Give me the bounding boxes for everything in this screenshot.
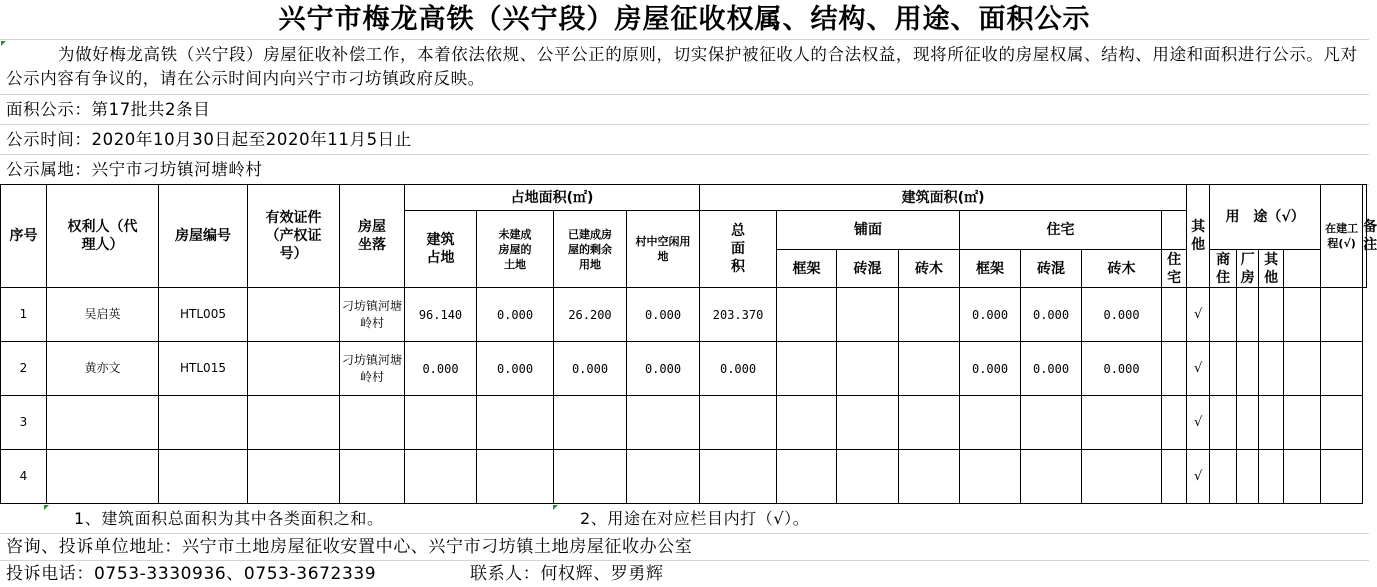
header-res-frame: 框架 <box>960 250 1021 288</box>
header-other: 其他 <box>1187 185 1210 288</box>
cell-remarks <box>1321 396 1363 450</box>
cell-owner <box>47 396 159 450</box>
header-remarks: 备注 <box>1363 185 1367 288</box>
table-row <box>1 396 1367 450</box>
cell-res-brick-concrete: 0.000 <box>1021 288 1082 342</box>
cell-usage-commercial <box>1210 450 1237 504</box>
cell-village-idle <box>627 450 700 504</box>
cell-cert <box>248 450 340 504</box>
page-title: 兴宁市梅龙高铁（兴宁段）房屋征收权属、结构、用途、面积公示 <box>0 0 1369 40</box>
cell-house-no <box>159 396 248 450</box>
cell-total-area: 0.000 <box>700 342 777 396</box>
header-usage: 用 途（√） <box>1210 185 1321 250</box>
cell-usage-other <box>1259 342 1284 396</box>
cell-owner: 吴启英 <box>47 288 159 342</box>
cell-remarks <box>1321 288 1363 342</box>
header-shop-frame: 框架 <box>777 250 837 288</box>
cell-building-footprint <box>405 450 477 504</box>
cell-under-construction <box>1284 288 1321 342</box>
cell-other <box>1162 450 1187 504</box>
cell-usage-factory <box>1237 396 1259 450</box>
cell-res-brick-concrete <box>1021 450 1082 504</box>
cell-unbuilt-land: 0.000 <box>477 342 554 396</box>
cell-seq: 4 <box>1 450 47 504</box>
contact-phone: 投诉电话：0753-3330936、0753-3672339 <box>6 564 377 584</box>
cell-res-frame: 0.000 <box>960 288 1021 342</box>
cell-usage-other <box>1259 396 1284 450</box>
header-house-no: 房屋编号 <box>159 185 248 288</box>
cell-address: 刁坊镇河塘岭村 <box>340 342 405 396</box>
cell-usage-factory <box>1237 288 1259 342</box>
cell-cert <box>248 342 340 396</box>
cell-seq: 2 <box>1 342 47 396</box>
cell-shop-brick-concrete <box>837 450 899 504</box>
header-usage-factory: 厂房 <box>1237 250 1259 288</box>
cell-address: 刁坊镇河塘岭村 <box>340 288 405 342</box>
cell-other <box>1162 288 1187 342</box>
cell-usage-residence: √ <box>1187 396 1210 450</box>
cell-shop-frame <box>777 396 837 450</box>
header-shop-brick-concrete: 砖混 <box>837 250 899 288</box>
footnote-2: 2、用途在对应栏目内打（√）。 <box>580 509 810 528</box>
cell-total-area <box>700 396 777 450</box>
cell-shop-brick-concrete <box>837 342 899 396</box>
cell-res-frame: 0.000 <box>960 342 1021 396</box>
cell-under-construction <box>1284 342 1321 396</box>
cell-building-footprint <box>405 396 477 450</box>
cell-usage-commercial <box>1210 396 1237 450</box>
cell-remaining-land <box>554 450 627 504</box>
cell-shop-brick-wood <box>899 396 960 450</box>
header-total-area: 总面积 <box>700 211 777 288</box>
cell-res-frame <box>960 450 1021 504</box>
cell-shop-frame <box>777 450 837 504</box>
cell-total-area <box>700 450 777 504</box>
header-res-brick-concrete: 砖混 <box>1021 250 1082 288</box>
cell-under-construction <box>1284 396 1321 450</box>
cell-unbuilt-land <box>477 450 554 504</box>
cell-shop-brick-wood <box>899 288 960 342</box>
cell-building-footprint: 0.000 <box>405 342 477 396</box>
header-usage-other: 其他 <box>1259 250 1284 288</box>
cell-remaining-land: 26.200 <box>554 288 627 342</box>
header-remaining-land: 已建成房屋的剩余用地 <box>554 211 627 288</box>
cell-usage-factory <box>1237 450 1259 504</box>
intro-paragraph: 为做好梅龙高铁（兴宁段）房屋征收补偿工作，本着依法依规、公平公正的原则，切实保护被征收人的合法权益，现将所征收的房屋权属、结构、用途和面积进行公示。凡对公示内容有争议的，请在公示时间内向兴宁市刁坊镇政府反映。 <box>0 40 1369 95</box>
header-floor-area: 建筑面积(㎡) <box>700 185 1187 211</box>
cell-res-brick-concrete <box>1021 396 1082 450</box>
cell-shop-frame <box>777 288 837 342</box>
header-land-area: 占地面积(㎡) <box>405 185 700 211</box>
cell-usage-residence: √ <box>1187 288 1210 342</box>
cell-seq: 3 <box>1 396 47 450</box>
cell-res-frame <box>960 396 1021 450</box>
cell-usage-factory <box>1237 342 1259 396</box>
cell-village-idle: 0.000 <box>627 288 700 342</box>
table-row <box>1 450 1367 504</box>
cell-other <box>1162 342 1187 396</box>
header-seq: 序号 <box>1 185 47 288</box>
header-building-footprint: 建筑占地 <box>405 211 477 288</box>
data-table <box>0 184 1377 504</box>
cell-shop-brick-wood <box>899 342 960 396</box>
cell-res-brick-concrete: 0.000 <box>1021 342 1082 396</box>
cell-building-footprint: 96.140 <box>405 288 477 342</box>
cell-unbuilt-land <box>477 396 554 450</box>
cell-house-no <box>159 450 248 504</box>
header-unbuilt-land: 未建成房屋的土地 <box>477 211 554 288</box>
table-row <box>1 342 1367 396</box>
cell-address <box>340 396 405 450</box>
cell-cert <box>248 396 340 450</box>
header-address: 房屋坐落 <box>340 185 405 288</box>
cell-owner: 黄亦文 <box>47 342 159 396</box>
cell-shop-brick-wood <box>899 450 960 504</box>
cell-remarks <box>1321 450 1363 504</box>
header-owner: 权利人（代理人） <box>47 185 159 288</box>
contact-address: 咨询、投诉单位地址：兴宁市土地房屋征收安置中心、兴宁市刁坊镇土地房屋征收办公室 <box>0 534 1369 561</box>
cell-shop-brick-concrete <box>837 288 899 342</box>
cell-remaining-land: 0.000 <box>554 342 627 396</box>
cell-unbuilt-land: 0.000 <box>477 288 554 342</box>
cell-house-no: HTL015 <box>159 342 248 396</box>
cell-usage-other <box>1259 288 1284 342</box>
cell-village-idle: 0.000 <box>627 342 700 396</box>
cell-under-construction <box>1284 450 1321 504</box>
cell-shop-frame <box>777 342 837 396</box>
header-shop-brick-wood: 砖木 <box>899 250 960 288</box>
contact-person: 联系人：何权辉、罗勇辉 <box>470 564 664 584</box>
cell-village-idle <box>627 396 700 450</box>
cell-usage-commercial <box>1210 288 1237 342</box>
cell-shop-brick-concrete <box>837 396 899 450</box>
contact-line <box>0 561 1369 587</box>
cell-res-brick-wood: 0.000 <box>1082 288 1162 342</box>
period-info: 公示时间：2020年10月30日起至2020年11月5日止 <box>0 125 1369 155</box>
batch-info: 面积公示：第17批共2条目 <box>0 95 1369 125</box>
cell-res-brick-wood: 0.000 <box>1082 342 1162 396</box>
cell-owner <box>47 450 159 504</box>
cell-usage-residence: √ <box>1187 342 1210 396</box>
cell-cert <box>248 288 340 342</box>
footnotes <box>0 504 1369 534</box>
cell-remarks <box>1321 342 1363 396</box>
location-info: 公示属地：兴宁市刁坊镇河塘岭村 <box>0 155 1369 185</box>
cell-total-area: 203.370 <box>700 288 777 342</box>
header-usage-residence: 住宅 <box>1162 250 1187 288</box>
header-usage-commercial: 商住 <box>1210 250 1237 288</box>
cell-res-brick-wood <box>1082 450 1162 504</box>
cell-res-brick-wood <box>1082 396 1162 450</box>
cell-usage-residence: √ <box>1187 450 1210 504</box>
header-cert: 有效证件（产权证号） <box>248 185 340 288</box>
cell-address <box>340 450 405 504</box>
cell-house-no: HTL005 <box>159 288 248 342</box>
header-res-brick-wood: 砖木 <box>1082 250 1162 288</box>
footnote-1: 1、建筑面积总面积为其中各类面积之和。 <box>74 509 384 528</box>
cell-remaining-land <box>554 396 627 450</box>
cell-usage-other <box>1259 450 1284 504</box>
cell-other <box>1162 396 1187 450</box>
header-under-construction: 在建工程(√) <box>1321 185 1363 288</box>
header-residence: 住宅 <box>960 211 1162 250</box>
header-shop: 铺面 <box>777 211 960 250</box>
header-village-idle: 村中空闲用地 <box>627 211 700 288</box>
cell-seq: 1 <box>1 288 47 342</box>
cell-usage-commercial <box>1210 342 1237 396</box>
table-row <box>1 288 1367 342</box>
